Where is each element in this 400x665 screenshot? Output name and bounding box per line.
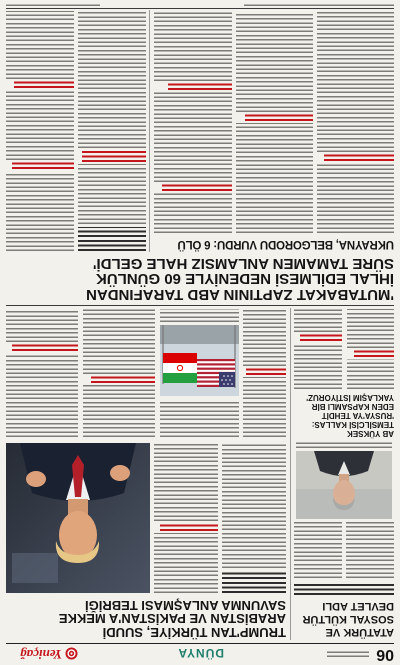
yenicag-emblem-icon [65,648,78,661]
subhead-text [12,344,78,351]
section-rule [6,305,394,306]
body-text [317,163,394,233]
headline-line: ATATÜRK VE [325,626,394,638]
body-text [236,123,313,233]
section-title: DÜNYA [177,646,224,660]
body-text [243,377,286,437]
body-text [6,309,78,342]
subhead-text [324,154,394,161]
headline-line: ARABİSTAN VE PAKİSTAN'A MEKKE [58,611,286,627]
body-text [83,309,155,374]
body-text [346,522,394,578]
subhead-text [91,376,155,383]
body-text [78,164,146,224]
body-text [160,399,239,437]
headline-line: 'RUSYA'YA TEHDİT [321,411,394,420]
body-text [317,11,394,152]
headline-line: SOSYAL KÜLTÜR [302,613,394,625]
body-text [154,533,218,593]
newspaper-logo [6,646,78,662]
body-text [243,309,286,366]
headline-line: İHLAL EDİLMESİ NEDENİYLE 60 GÜNLÜK [95,270,394,288]
headline-line: DEVLET ADLI [322,600,394,612]
body-text [347,359,394,389]
footer-text [244,2,394,6]
body-text [78,11,146,148]
subhead-text [14,81,74,88]
body-text [6,90,74,160]
subhead-text [168,83,232,90]
subhead-text [354,350,394,357]
headline-line: SÜRE TAMAMEN ANLAMSIZ HALE GELDİ' [92,255,394,272]
subhead-text [82,151,146,162]
headline-line: EDEN KAPSAMLI BİR [311,402,394,411]
body-text [83,385,155,437]
subhead-text [162,184,232,191]
body-text [6,171,74,251]
date-text [327,649,369,657]
headline-line: TRUMP'TAN TÜRKİYE, SUUDİ [102,625,286,640]
subhead-text [160,524,218,531]
body-text [294,522,342,578]
headline-line: TEMSİLCİSİ KALLAS: [311,420,394,429]
headline-line: 'MUTABAKAT ZAPTININ ABD TARAFINDAN [86,286,394,303]
column-rule [290,308,291,640]
headline-kallas [294,393,394,438]
page-number: 06 [376,646,394,663]
headline-line: YAKLAŞIM İSTİYORUZ' [306,393,394,402]
logo-text: Yeniçağ [20,647,62,662]
headline-left-top [294,599,394,638]
headline-line: SAVUNMA ANLAŞMASI TEBRİĞİ [84,598,286,613]
flags-photo [160,325,239,396]
lead-text [222,571,286,593]
body-text [6,353,78,437]
headline-ukraine: UKRAYNA, BELGORODU VURDU: 6 ÖLÜ [177,238,394,250]
body-text [154,193,232,233]
lead-text [78,227,146,251]
body-text [6,11,74,79]
subhead-text [246,368,286,375]
footer-rule [6,8,394,9]
subhead-text [245,114,313,121]
body-text [222,443,286,568]
portrait-photo [296,451,392,519]
subhead-text [12,162,74,169]
body-text [154,92,232,182]
trump-photo [6,443,150,593]
photo-caption [160,309,239,322]
body-text [154,443,218,521]
body-text [294,343,342,389]
photo-caption [296,442,392,448]
footer-text [6,2,100,6]
body-text [154,11,232,81]
column-rule [149,10,150,252]
body-text [236,11,313,112]
body-text [294,309,342,332]
body-text [347,309,394,348]
headline-line: AB YÜKSEK [347,429,394,438]
header-rule [6,643,394,644]
headline-iran [6,256,394,303]
lead-text [294,581,394,595]
headline-trump [6,599,286,640]
subhead-text [300,334,342,341]
